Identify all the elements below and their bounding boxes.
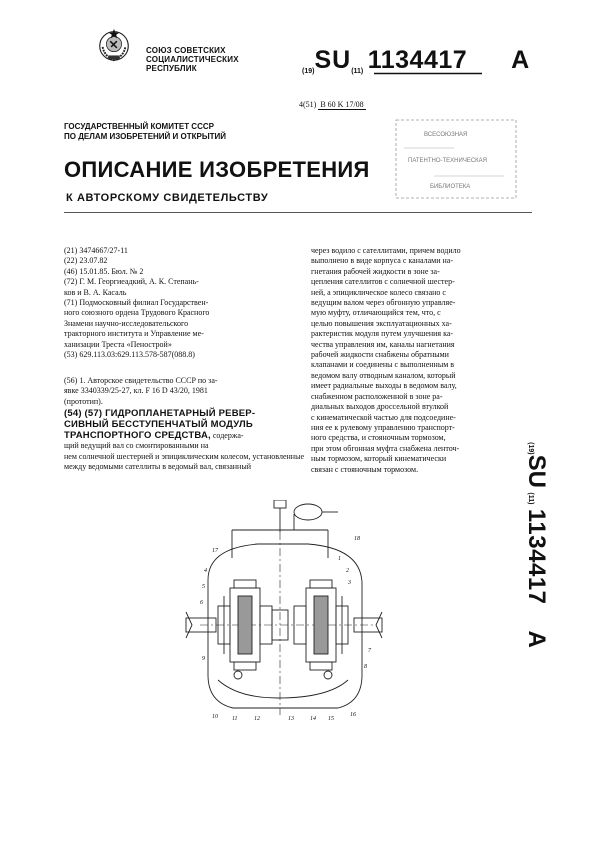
abstract-title-line: ТРАНСПОРТНОГО СРЕДСТВА, (64, 430, 211, 441)
claim-line: снабженном расположенной в зоне ра- (311, 391, 443, 401)
technical-drawing (178, 500, 388, 725)
country-code: SU (314, 46, 352, 74)
stamp-line-1: ВСЕСОЮЗНАЯ (424, 132, 468, 138)
ipc-class (299, 100, 366, 109)
claim-line: рактеристик модуля путем улучшения ка- (311, 329, 454, 339)
org-line-3: РЕСПУБЛИК (146, 64, 197, 73)
abstract-text: щий ведущий вал со смонтированными на (64, 441, 209, 451)
pub-code: (19) (302, 68, 315, 75)
label-3: 3 (348, 580, 351, 586)
label-2: 2 (346, 568, 349, 574)
biblio-line: (21) 3474667/27-11 (64, 246, 128, 255)
stamp-line-3: БИБЛИОТЕКА (430, 184, 471, 190)
label-16: 16 (350, 712, 356, 718)
stamp-line-2: ПАТЕНТНО-ТЕХНИЧЕСКАЯ (408, 158, 487, 164)
org-line-1: СОЮЗ СОВЕТСКИХ (146, 46, 226, 55)
side-kind-code: A (523, 630, 550, 648)
references (64, 376, 304, 407)
claim-line: клапанами и соединены с выполненным в (311, 360, 455, 370)
label-18: 18 (354, 536, 360, 542)
biblio-line: (53) 629.113.03:629.113.578-587(088.8) (64, 350, 195, 360)
claim-line: чества управления им, каналы нагнетания (311, 339, 455, 349)
reference-line: явке 3340339/25-27, кл. F 16 D 43/20, 1981 (64, 386, 208, 396)
label-17: 17 (212, 548, 218, 554)
biblio-line: тракторного института и Управление ме- (64, 329, 204, 339)
label-13: 13 (288, 716, 294, 722)
label-10: 10 (212, 714, 218, 720)
kind-code: A (511, 46, 530, 74)
side-pub-code: (19) (527, 442, 534, 455)
claim-line: выполнено в виде корпуса с каналами на- (311, 256, 454, 266)
biblio-line: (72) Г. М. Георгиеадкий, А. К. Степань- (64, 277, 199, 287)
biblio-line: (22) 23.07.82 (64, 256, 108, 266)
biblio-line: (46) 15.01.85. Бюл. № 2 (64, 266, 144, 276)
bibliographic-data (64, 246, 304, 360)
org-line-2: СОЦИАЛИСТИЧЕСКИХ (146, 55, 239, 64)
claim-line: мую муфту, отличающийся тем, что, с (311, 308, 441, 318)
header-divider (64, 212, 532, 213)
claim-line: диальных выходов дроссельной втулкой (311, 402, 449, 412)
number-underline (374, 72, 482, 75)
document-title: ОПИСАНИЕ ИЗОБРЕТЕНИЯ (64, 157, 370, 182)
label-1: 1 (338, 556, 341, 562)
claim-line: с кинематической частью для подсоедине- (311, 412, 456, 422)
abstract-text: нем солнечной шестерней и эпициклическим колесом, установленные между ведомыми сателлиты в ведомый вал, связанный (64, 451, 304, 472)
abstract (64, 408, 304, 473)
claim-line: ведущим валом через обгонную управляе- (311, 298, 456, 308)
label-14: 14 (310, 716, 316, 722)
side-country-code: SU (523, 454, 550, 488)
publication-number (302, 46, 529, 75)
abstract-text: содержа- (212, 431, 244, 440)
claim-line: гнетания рабочей жидкости в зоне за- (311, 266, 440, 276)
biblio-line: ков и В. А. Касаль (64, 287, 127, 297)
reference-line: (56) 1. Авторское свидетельство СССР по за- (64, 376, 218, 385)
reference-line: (прототип). (64, 396, 103, 406)
num-code: (11) (351, 68, 364, 75)
abstract-title-line: СИВНЫЙ БЕССТУПЕНЧАТЫЙ МОДУЛЬ (64, 419, 253, 430)
biblio-line: Знамени научно-исследовательского (64, 318, 189, 328)
side-num-code: (11) (527, 492, 534, 505)
abstract-title-line: (54) (57) ГИДРОПЛАНЕТАРНЫЙ РЕВЕР- (64, 408, 256, 419)
label-9: 9 (202, 656, 205, 662)
ussr-emblem-icon (95, 26, 133, 64)
label-4: 4 (204, 568, 207, 574)
label-6: 6 (200, 600, 203, 606)
label-12: 12 (254, 716, 260, 722)
claim-line: ней, а эпициклическое колесо связано с (311, 287, 446, 297)
claim-line: ния ее к рулевому управлению транспорт- (311, 422, 455, 432)
committee-line-2: ПО ДЕЛАМ ИЗОБРЕТЕНИЙ И ОТКРЫТИЙ (64, 132, 227, 141)
claim-line: через водило с сателлитами, причем водило (311, 246, 461, 255)
side-publication-number (486, 430, 586, 660)
library-stamp (394, 118, 524, 203)
claim-line: рабочей жидкости снабжены обратными (311, 350, 449, 360)
claim-line: связан с стояночным тормозом. (311, 464, 419, 474)
document-subtitle: К АВТОРСКОМУ СВИДЕТЕЛЬСТВУ (66, 192, 269, 204)
biblio-line: (71) Подмосковный филиал Государствен- (64, 298, 209, 308)
patent-number: 1134417 (367, 46, 468, 74)
state-committee (64, 122, 226, 142)
claim-line: целью повышения эксплуатационных ха- (311, 318, 452, 328)
side-patent-number: 1134417 (523, 508, 550, 605)
ipc-code: 4(51) (299, 100, 317, 109)
label-11: 11 (232, 716, 238, 722)
committee-line-1: ГОСУДАРСТВЕННЫЙ КОМИТЕТ СССР (64, 122, 214, 131)
label-7: 7 (368, 648, 371, 654)
label-15: 15 (328, 716, 334, 722)
claim-line: ным тормозом, который кинематически (311, 454, 447, 464)
ipc-value: B 60 K 17/08 (320, 100, 364, 109)
claim-line: имеет радиальные выходы в ведомом валу, (311, 381, 457, 391)
claim-line: ного средства, и стояночным тормозом, (311, 433, 446, 443)
biblio-line: ханизации Треста «Пенострой» (64, 339, 172, 349)
claim-line: ведомом валу отводным каналом, который (311, 370, 456, 380)
claim-line: при этом обгонная муфта снабжена ленточ- (311, 443, 460, 453)
label-8: 8 (364, 664, 367, 670)
biblio-line: ного союзного ордена Трудового Красного (64, 308, 210, 318)
claim-line: цепления сателлитов с солнечной шестер- (311, 277, 455, 287)
label-5: 5 (202, 584, 205, 590)
